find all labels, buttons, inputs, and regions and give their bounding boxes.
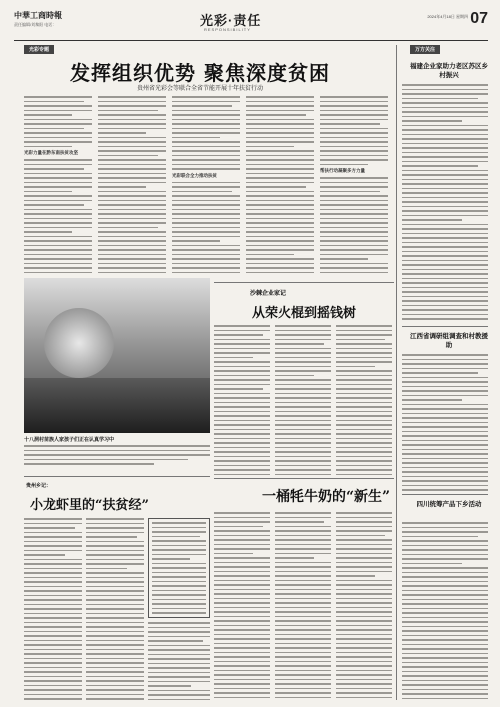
- bottom-left-col-2: [86, 518, 144, 700]
- main-text-col-3: [172, 96, 240, 276]
- yak-text-col-1: [214, 512, 270, 700]
- yak-milk-title: 一桶牦牛奶的“新生”: [262, 489, 391, 505]
- main-subhead-2: 光彩联合全力推动扶贫: [172, 173, 217, 179]
- main-subhead-3: 帮扶行动凝聚多方力量: [320, 169, 365, 174]
- middle-text-col-2: [275, 325, 331, 475]
- paper-sub: 责任编辑/刘黎阳 电话：: [14, 22, 57, 27]
- main-text-col-1: [24, 96, 92, 276]
- bottom-left-title: 小龙虾里的“扶贫经”: [30, 498, 149, 513]
- sidebar-divider: [396, 45, 397, 700]
- sidebar-rule-2: [402, 494, 488, 495]
- bottom-left-kicker: 贵州乡记：: [26, 483, 52, 489]
- date-info: 2024年4月18日 星期四: [427, 14, 468, 19]
- paper-name: 中華工商時報: [14, 11, 62, 20]
- wheat-field-photo: [24, 278, 210, 433]
- masthead-rule: [14, 40, 488, 41]
- main-text-col-4: [246, 96, 314, 276]
- photo-caption-text: [24, 445, 210, 471]
- middle-title: 从荣火棍到摇钱树: [252, 306, 357, 321]
- sidebar-story3-text: [402, 522, 488, 700]
- right-section-label: 万方关注: [410, 45, 440, 54]
- main-text-col-2: [98, 96, 166, 276]
- sidebar-story1-title: 福建企业家助力老区苏区乡村振兴: [410, 62, 488, 79]
- main-headline: 发挥组织优势 聚焦深度贫困: [70, 61, 330, 85]
- photo-caption: 十八洞村苗族人家孩子们正在认真学习中: [24, 437, 115, 443]
- bottom-left-sidebox: [148, 518, 210, 618]
- middle-kicker: 沙棘企业家记: [250, 290, 287, 297]
- sidebar-story2-text: [402, 354, 488, 492]
- bottom-left-col-1: [24, 518, 82, 700]
- main-subhead-1: 光彩力量在黔东南扶贫攻坚: [24, 151, 78, 156]
- yak-text-col-2: [275, 512, 331, 700]
- bottom-left-col-3: [148, 622, 210, 700]
- sidebar-story3-title: 四川统筹产品下乡活动: [416, 500, 482, 508]
- main-subhead: 贵州省光彩会等联合全省节能开展十年扶贫行动: [136, 85, 263, 92]
- page-number: 07: [470, 10, 488, 27]
- yak-text-col-3: [336, 512, 392, 700]
- sidebar-rule-1: [402, 326, 488, 327]
- bottom-left-rule: [24, 476, 210, 477]
- sidebox-text: [152, 522, 206, 614]
- yak-rule: [214, 478, 394, 479]
- masthead: [14, 10, 488, 38]
- section-tag-en: RESPONSIBILITY: [204, 27, 251, 32]
- section-tag: 光彩·责任: [200, 13, 262, 28]
- middle-rule: [214, 282, 394, 283]
- masthead-left: [14, 10, 62, 28]
- sidebar-story1-text: [402, 84, 488, 322]
- middle-text-col-3: [336, 325, 392, 475]
- left-section-label: 光彩专题: [24, 45, 54, 54]
- main-text-col-5: [320, 96, 388, 276]
- sidebar-story2-title: 江西省调研组调查和村教援助: [410, 332, 488, 349]
- middle-text-col-1: [214, 325, 270, 475]
